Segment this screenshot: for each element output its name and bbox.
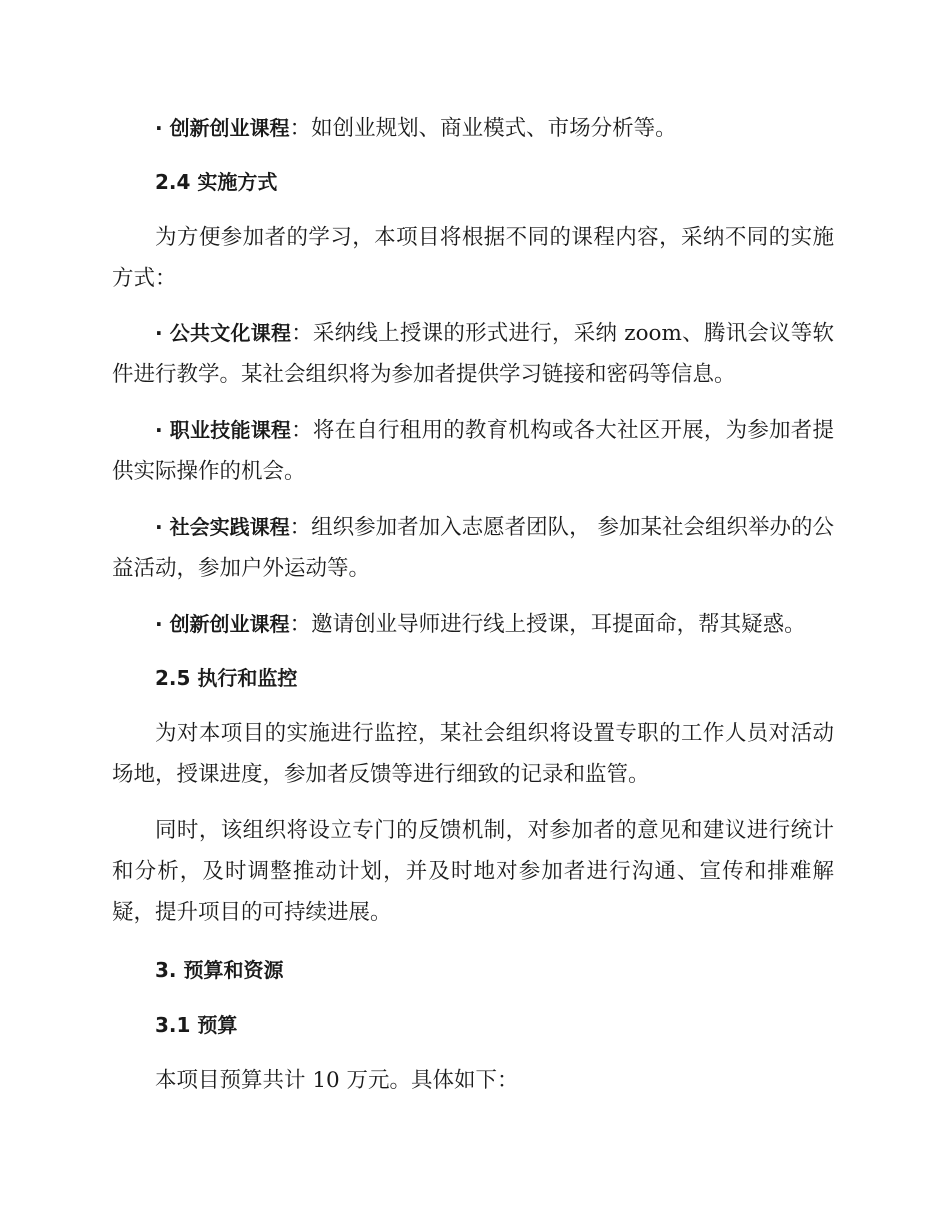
section-heading-3-1: 3.1 预算 (155, 1013, 238, 1037)
bullet-innovation-courses (112, 108, 834, 149)
section-heading-2-5: 2.5 执行和监控 (155, 666, 298, 690)
section-heading-2-4: 2.4 实施方式 (155, 170, 278, 194)
bullet-mark: · (155, 116, 170, 140)
bullet-text: ：组织参加者加入志愿者团队， 参加某社会组织举办的公益活动，参加户外运动等。 (112, 515, 835, 581)
bullet-label: 公共文化课程 (169, 321, 292, 345)
bullet-text: ：如创业规划、商业模式、市场分析等。 (289, 116, 677, 141)
bullet-mark: · (155, 612, 170, 636)
bullet-social-practice-courses (112, 507, 834, 589)
bullet-text: ：将在自行租用的教育机构或各大社区开展，为参加者提供实际操作的机会。 (112, 418, 835, 484)
bullet-label: 职业技能课程 (169, 418, 292, 442)
bullet-innovation-courses-2 (112, 604, 834, 645)
paragraph-monitoring-2: 同时，该组织将设立专门的反馈机制，对参加者的意见和建议进行统计和分析，及时调整推动计划，并及时地对参加者进行沟通、宣传和排难解疑，提升项目的可持续进展。 (112, 818, 834, 925)
paragraph-implementation: 为方便参加者的学习，本项目将根据不同的课程内容，采纳不同的实施方式： (112, 225, 834, 291)
bullet-label: 创新创业课程 (169, 612, 290, 636)
bullet-label: 创新创业课程 (169, 116, 290, 140)
bullet-text: ：邀请创业导师进行线上授课，耳提面命，帮其疑惑。 (289, 612, 806, 637)
bullet-text: ：采纳线上授课的形式进行，采纳 zoom、腾讯会议等软件进行教学。某社会组织将为参加者提供学习链接和密码等信息。 (112, 321, 834, 387)
paragraph-monitoring-1: 为对本项目的实施进行监控，某社会组织将设置专职的工作人员对活动场地，授课进度，参加者反馈等进行细致的记录和监管。 (112, 721, 834, 787)
section-heading-3: 3. 预算和资源 (155, 958, 284, 982)
bullet-mark: · (155, 321, 170, 345)
bullet-mark: · (155, 515, 170, 539)
bullet-vocational-skills-courses (112, 410, 834, 492)
bullet-public-culture-courses (112, 313, 834, 395)
paragraph-budget: 本项目预算共计 10 万元。具体如下： (155, 1068, 519, 1093)
bullet-label: 社会实践课程 (169, 515, 290, 539)
bullet-mark: · (155, 418, 170, 442)
